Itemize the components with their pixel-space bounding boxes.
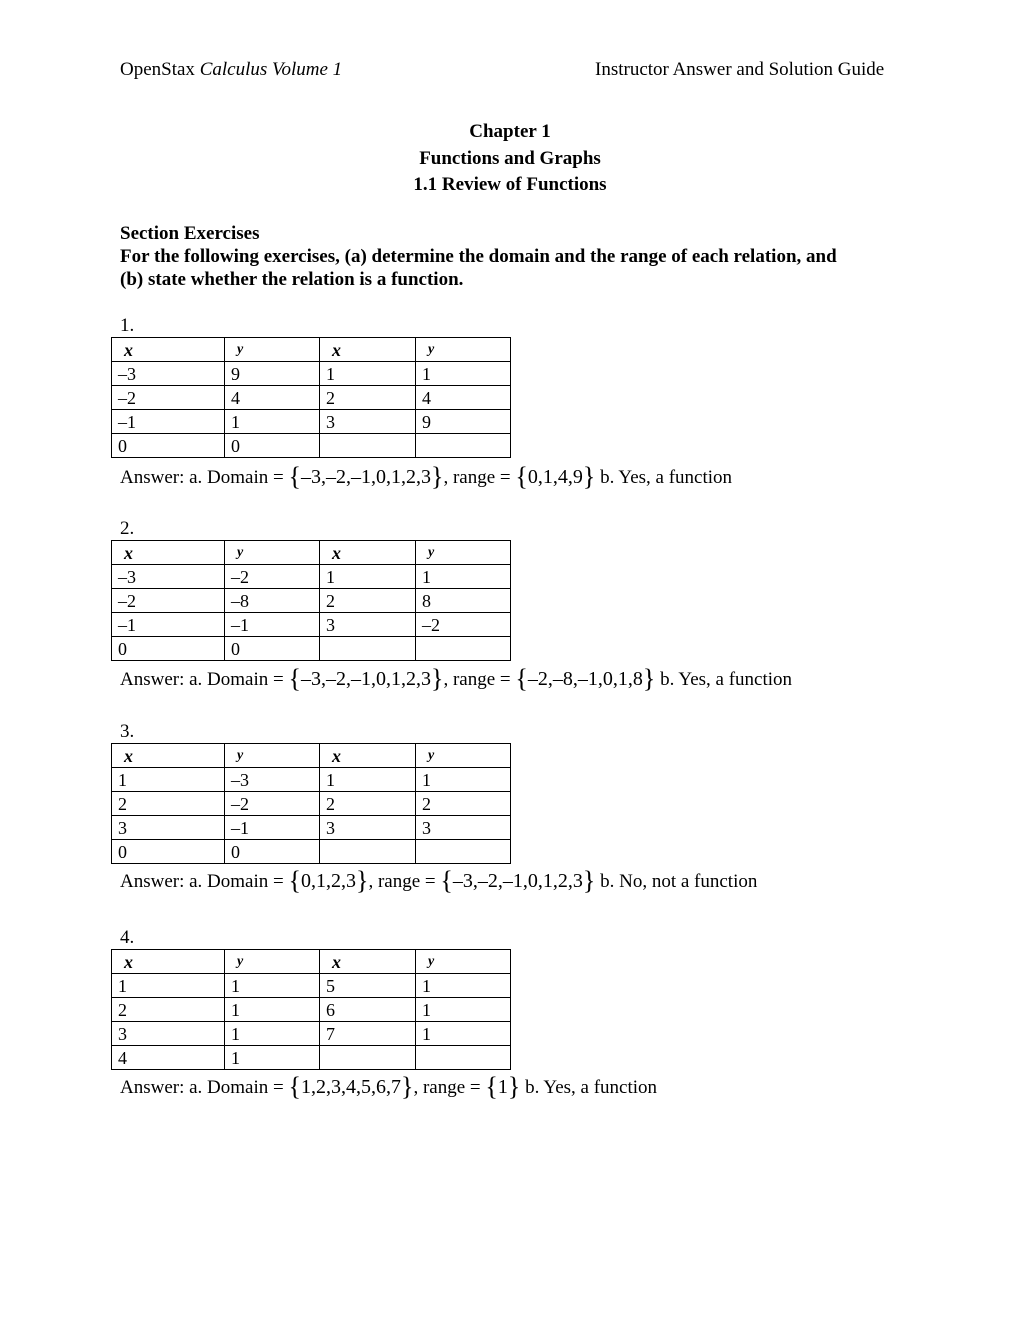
chapter-name: Functions and Graphs (419, 148, 601, 169)
column-header-y: y (225, 950, 320, 974)
table-cell (320, 840, 416, 864)
instructions-line-2: (b) state whether the relation is a function. (120, 269, 464, 290)
table-row (112, 768, 511, 792)
conclusion: b. Yes, a function (595, 467, 733, 488)
table-row (112, 974, 511, 998)
conclusion: b. No, not a function (595, 871, 758, 892)
domain-set: 1,2,3,4,5,6,7 (300, 1076, 401, 1098)
answer-line (120, 664, 792, 694)
table-cell: 2 (416, 792, 511, 816)
table-cell (416, 637, 511, 661)
exercise-number: 4. (120, 927, 135, 948)
table-row (112, 816, 511, 840)
table-cell (320, 1046, 416, 1070)
table-cell: 1 (225, 410, 320, 434)
table-cell: 0 (225, 840, 320, 864)
open-brace: { (440, 866, 453, 895)
table-cell: –2 (225, 792, 320, 816)
column-header-x: x (112, 950, 225, 974)
column-header-y: y (416, 338, 511, 362)
table-row (112, 792, 511, 816)
table-cell: 1 (416, 998, 511, 1022)
table-cell: 1 (112, 974, 225, 998)
column-header-x: x (112, 338, 225, 362)
open-brace: { (288, 1072, 301, 1101)
range-set: 0,1,4,9 (527, 466, 583, 488)
table-row (112, 840, 511, 864)
chapter-title: Chapter 1 (469, 121, 551, 142)
table-row (112, 434, 511, 458)
header-prefix: OpenStax (120, 59, 200, 80)
answer-line (120, 462, 732, 492)
close-brace: } (642, 664, 656, 693)
exercise-number: 3. (120, 721, 135, 742)
answer-prefix: Answer: a. Domain = (120, 669, 289, 690)
close-brace: } (400, 1072, 414, 1101)
range-set: 1 (497, 1076, 508, 1098)
table-cell: 5 (320, 974, 416, 998)
table-cell: 1 (416, 974, 511, 998)
table-cell (320, 637, 416, 661)
range-label: , range = (443, 467, 516, 488)
range-label: , range = (368, 871, 441, 892)
column-header-y: y (416, 744, 511, 768)
table-row (112, 998, 511, 1022)
column-header-y: y (416, 950, 511, 974)
table-cell: 6 (320, 998, 416, 1022)
table-cell: 1 (320, 565, 416, 589)
table-cell: –3 (225, 768, 320, 792)
table-cell: –1 (112, 410, 225, 434)
exercise-number: 1. (120, 315, 135, 336)
table-cell: –2 (112, 589, 225, 613)
close-brace: } (582, 866, 596, 895)
table-cell: 2 (112, 792, 225, 816)
relation-table (111, 337, 511, 458)
column-header-y: y (416, 541, 511, 565)
conclusion: b. Yes, a function (520, 1077, 658, 1098)
open-brace: { (515, 664, 528, 693)
table-row (112, 410, 511, 434)
table-cell: –2 (416, 613, 511, 637)
close-brace: } (430, 462, 444, 491)
table-row (112, 613, 511, 637)
table-cell: –8 (225, 589, 320, 613)
table-cell: 0 (112, 637, 225, 661)
table-cell: 1 (112, 768, 225, 792)
table-cell: 1 (225, 998, 320, 1022)
table-row (112, 1046, 511, 1070)
table-cell: 3 (416, 816, 511, 840)
conclusion: b. Yes, a function (655, 669, 793, 690)
table-cell: 2 (320, 792, 416, 816)
table-cell: 9 (416, 410, 511, 434)
column-header-x: x (320, 744, 416, 768)
domain-set: –3,–2,–1,0,1,2,3 (300, 668, 431, 690)
column-header-x: x (320, 950, 416, 974)
open-brace: { (288, 462, 301, 491)
table-row (112, 565, 511, 589)
column-header-y: y (225, 744, 320, 768)
domain-set: 0,1,2,3 (300, 870, 356, 892)
table-cell: 4 (416, 386, 511, 410)
table-cell: –2 (225, 565, 320, 589)
relation-table (111, 743, 511, 864)
table-cell: 3 (112, 816, 225, 840)
table-cell: 0 (225, 637, 320, 661)
table-cell: 0 (225, 434, 320, 458)
table-cell (416, 434, 511, 458)
open-brace: { (485, 1072, 498, 1101)
table-row (112, 1022, 511, 1046)
table-cell: 1 (416, 362, 511, 386)
domain-set: –3,–2,–1,0,1,2,3 (300, 466, 431, 488)
table-row (112, 637, 511, 661)
table-cell: 0 (112, 840, 225, 864)
answer-line (120, 1072, 657, 1102)
table-cell: 3 (320, 613, 416, 637)
answer-line (120, 866, 757, 896)
column-header-x: x (112, 744, 225, 768)
column-header-y: y (225, 541, 320, 565)
table-row (112, 589, 511, 613)
page-header-left (120, 59, 342, 81)
relation-table (111, 949, 511, 1070)
table-cell: 1 (320, 362, 416, 386)
table-cell: 8 (416, 589, 511, 613)
table-cell: –3 (112, 362, 225, 386)
range-label: , range = (413, 1077, 486, 1098)
close-brace: } (507, 1072, 521, 1101)
close-brace: } (582, 462, 596, 491)
table-cell: 1 (225, 974, 320, 998)
table-cell (416, 840, 511, 864)
table-cell: 2 (320, 589, 416, 613)
close-brace: } (355, 866, 369, 895)
table-cell: 7 (320, 1022, 416, 1046)
table-cell: 9 (225, 362, 320, 386)
table-row (112, 386, 511, 410)
section-exercises-heading: Section Exercises (120, 223, 260, 244)
table-cell: 2 (112, 998, 225, 1022)
table-cell: –1 (225, 816, 320, 840)
table-cell: –1 (225, 613, 320, 637)
table-cell: 3 (320, 410, 416, 434)
range-set: –3,–2,–1,0,1,2,3 (452, 870, 583, 892)
section-title: 1.1 Review of Functions (413, 174, 607, 195)
table-cell: –1 (112, 613, 225, 637)
table-cell: 1 (416, 768, 511, 792)
close-brace: } (430, 664, 444, 693)
open-brace: { (288, 664, 301, 693)
column-header-x: x (112, 541, 225, 565)
page-header-right: Instructor Answer and Solution Guide (595, 59, 885, 80)
column-header-y: y (225, 338, 320, 362)
answer-prefix: Answer: a. Domain = (120, 1077, 289, 1098)
table-cell: 3 (112, 1022, 225, 1046)
table-row (112, 362, 511, 386)
answer-prefix: Answer: a. Domain = (120, 467, 289, 488)
table-cell: –2 (112, 386, 225, 410)
table-cell (416, 1046, 511, 1070)
table-cell: 1 (416, 1022, 511, 1046)
table-cell: 0 (112, 434, 225, 458)
table-cell: –3 (112, 565, 225, 589)
table-cell: 1 (416, 565, 511, 589)
table-cell: 4 (112, 1046, 225, 1070)
column-header-x: x (320, 338, 416, 362)
book-title: Calculus Volume 1 (199, 59, 343, 80)
table-cell: 4 (225, 386, 320, 410)
column-header-x: x (320, 541, 416, 565)
table-cell: 1 (225, 1046, 320, 1070)
exercise-number: 2. (120, 518, 135, 539)
table-cell: 1 (225, 1022, 320, 1046)
table-cell: 2 (320, 386, 416, 410)
table-cell: 3 (320, 816, 416, 840)
open-brace: { (515, 462, 528, 491)
range-set: –2,–8,–1,0,1,8 (527, 668, 643, 690)
table-cell (320, 434, 416, 458)
table-cell: 1 (320, 768, 416, 792)
instructions-line-1: For the following exercises, (a) determine the domain and the range of each relation, and (120, 246, 837, 267)
answer-prefix: Answer: a. Domain = (120, 871, 289, 892)
relation-table (111, 540, 511, 661)
range-label: , range = (443, 669, 516, 690)
open-brace: { (288, 866, 301, 895)
